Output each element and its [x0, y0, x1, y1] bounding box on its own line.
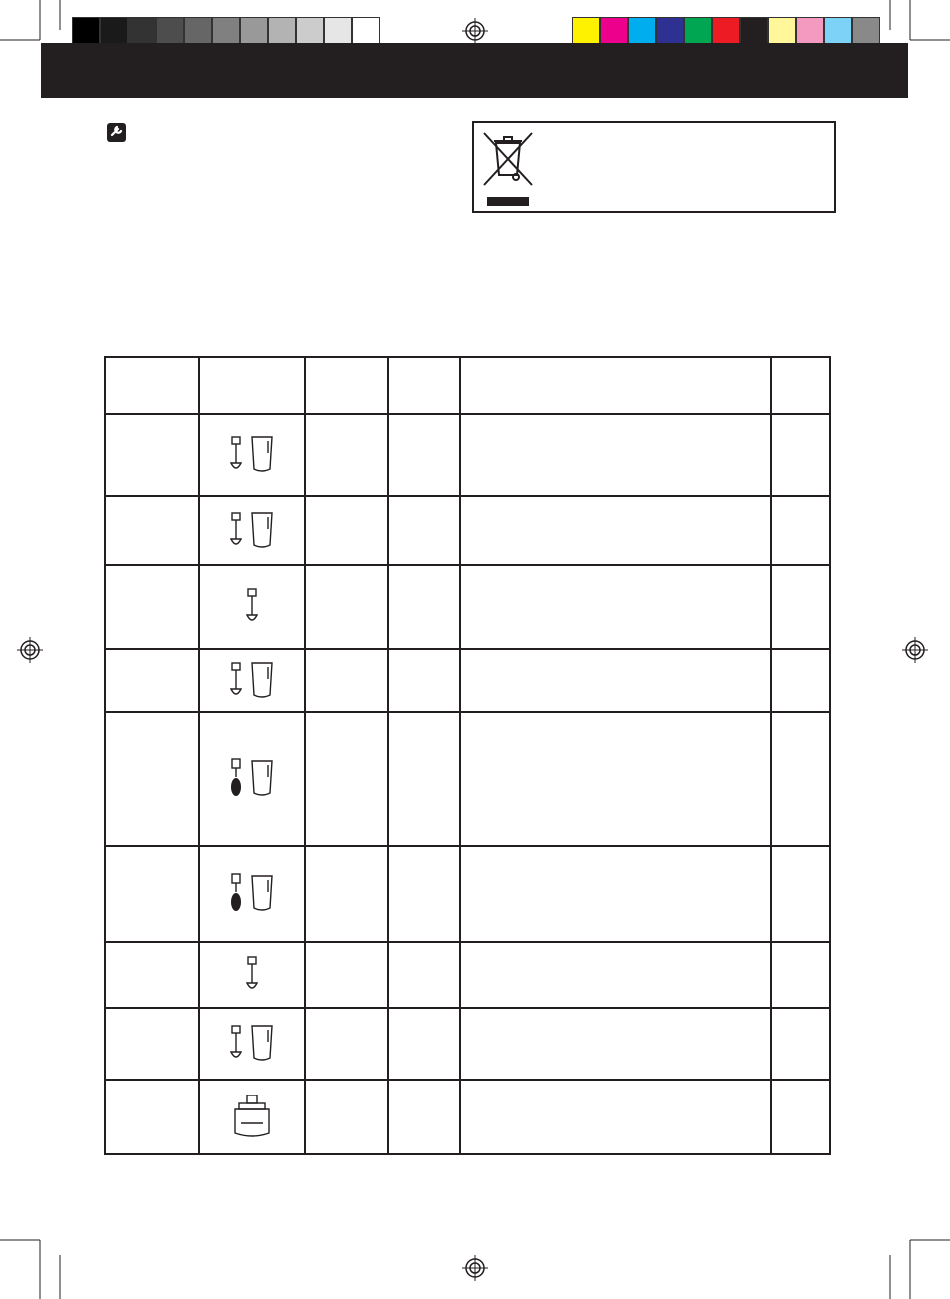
table-cell	[460, 496, 771, 565]
table-cell	[105, 565, 199, 649]
blender-icon	[240, 585, 264, 629]
table-cell	[388, 942, 460, 1008]
table-row	[105, 496, 830, 565]
table-cell	[771, 846, 830, 942]
table-cell	[460, 1008, 771, 1080]
table-cell	[388, 846, 460, 942]
table-row	[105, 1008, 830, 1080]
table-cell	[105, 846, 199, 942]
weee-disposal-notice	[472, 121, 836, 213]
table-cell	[771, 565, 830, 649]
header-cell	[199, 357, 305, 414]
header-cell	[388, 357, 460, 414]
table-cell	[105, 1008, 199, 1080]
table-cell	[305, 496, 388, 565]
blender-icon	[224, 659, 280, 703]
table-cell	[460, 1080, 771, 1154]
table-cell	[388, 414, 460, 496]
table-row	[105, 942, 830, 1008]
table-cell	[105, 712, 199, 846]
table-cell	[388, 649, 460, 712]
table-cell	[199, 496, 305, 565]
registration-mark-icon	[462, 1255, 488, 1281]
chopper-icon	[227, 1095, 277, 1139]
crossed-bin-icon	[480, 129, 536, 189]
header-cell	[305, 357, 388, 414]
table-cell	[199, 414, 305, 496]
table-cell	[771, 649, 830, 712]
table-cell	[199, 1008, 305, 1080]
table-cell	[105, 1080, 199, 1154]
table-row	[105, 649, 830, 712]
header-cell	[771, 357, 830, 414]
table-cell	[460, 942, 771, 1008]
table-cell	[105, 649, 199, 712]
table-cell	[388, 1080, 460, 1154]
table-row	[105, 565, 830, 649]
table-cell	[305, 846, 388, 942]
table-cell	[305, 712, 388, 846]
table-cell	[305, 414, 388, 496]
table-row	[105, 414, 830, 496]
table-cell	[771, 712, 830, 846]
blender-icon	[224, 509, 280, 553]
blender-icon	[224, 433, 280, 477]
table-cell	[388, 1008, 460, 1080]
registration-mark-icon	[902, 637, 928, 663]
table-cell	[771, 414, 830, 496]
table-cell	[460, 649, 771, 712]
table-cell	[199, 846, 305, 942]
table-cell	[460, 414, 771, 496]
table-header-row	[105, 357, 830, 414]
table-row	[105, 846, 830, 942]
table-cell	[460, 712, 771, 846]
header-cell	[460, 357, 771, 414]
blender-icon	[224, 1022, 280, 1066]
table-cell	[305, 942, 388, 1008]
table-row	[105, 712, 830, 846]
table-cell	[199, 1080, 305, 1154]
table-cell	[771, 942, 830, 1008]
registration-mark-icon	[17, 637, 43, 663]
table-row	[105, 1080, 830, 1154]
table-cell	[199, 649, 305, 712]
blender-icon	[240, 953, 264, 997]
header-cell	[105, 357, 199, 414]
table-cell	[460, 846, 771, 942]
table-cell	[305, 1008, 388, 1080]
table-cell	[105, 414, 199, 496]
whisk-icon	[224, 872, 280, 916]
table-cell	[388, 712, 460, 846]
wrench-icon	[107, 123, 126, 142]
table-cell	[199, 942, 305, 1008]
table-cell	[105, 496, 199, 565]
table-cell	[305, 565, 388, 649]
registration-mark-icon	[462, 18, 488, 44]
table-cell	[771, 1008, 830, 1080]
table-cell	[305, 1080, 388, 1154]
table-cell	[199, 565, 305, 649]
whisk-icon	[224, 757, 280, 801]
table-cell	[305, 649, 388, 712]
weee-bar	[487, 197, 529, 206]
table-cell	[388, 496, 460, 565]
table-cell	[460, 565, 771, 649]
table-cell	[771, 1080, 830, 1154]
table-cell	[199, 712, 305, 846]
usage-table	[104, 356, 831, 1155]
table-cell	[105, 942, 199, 1008]
table-cell	[771, 496, 830, 565]
table-cell	[388, 565, 460, 649]
